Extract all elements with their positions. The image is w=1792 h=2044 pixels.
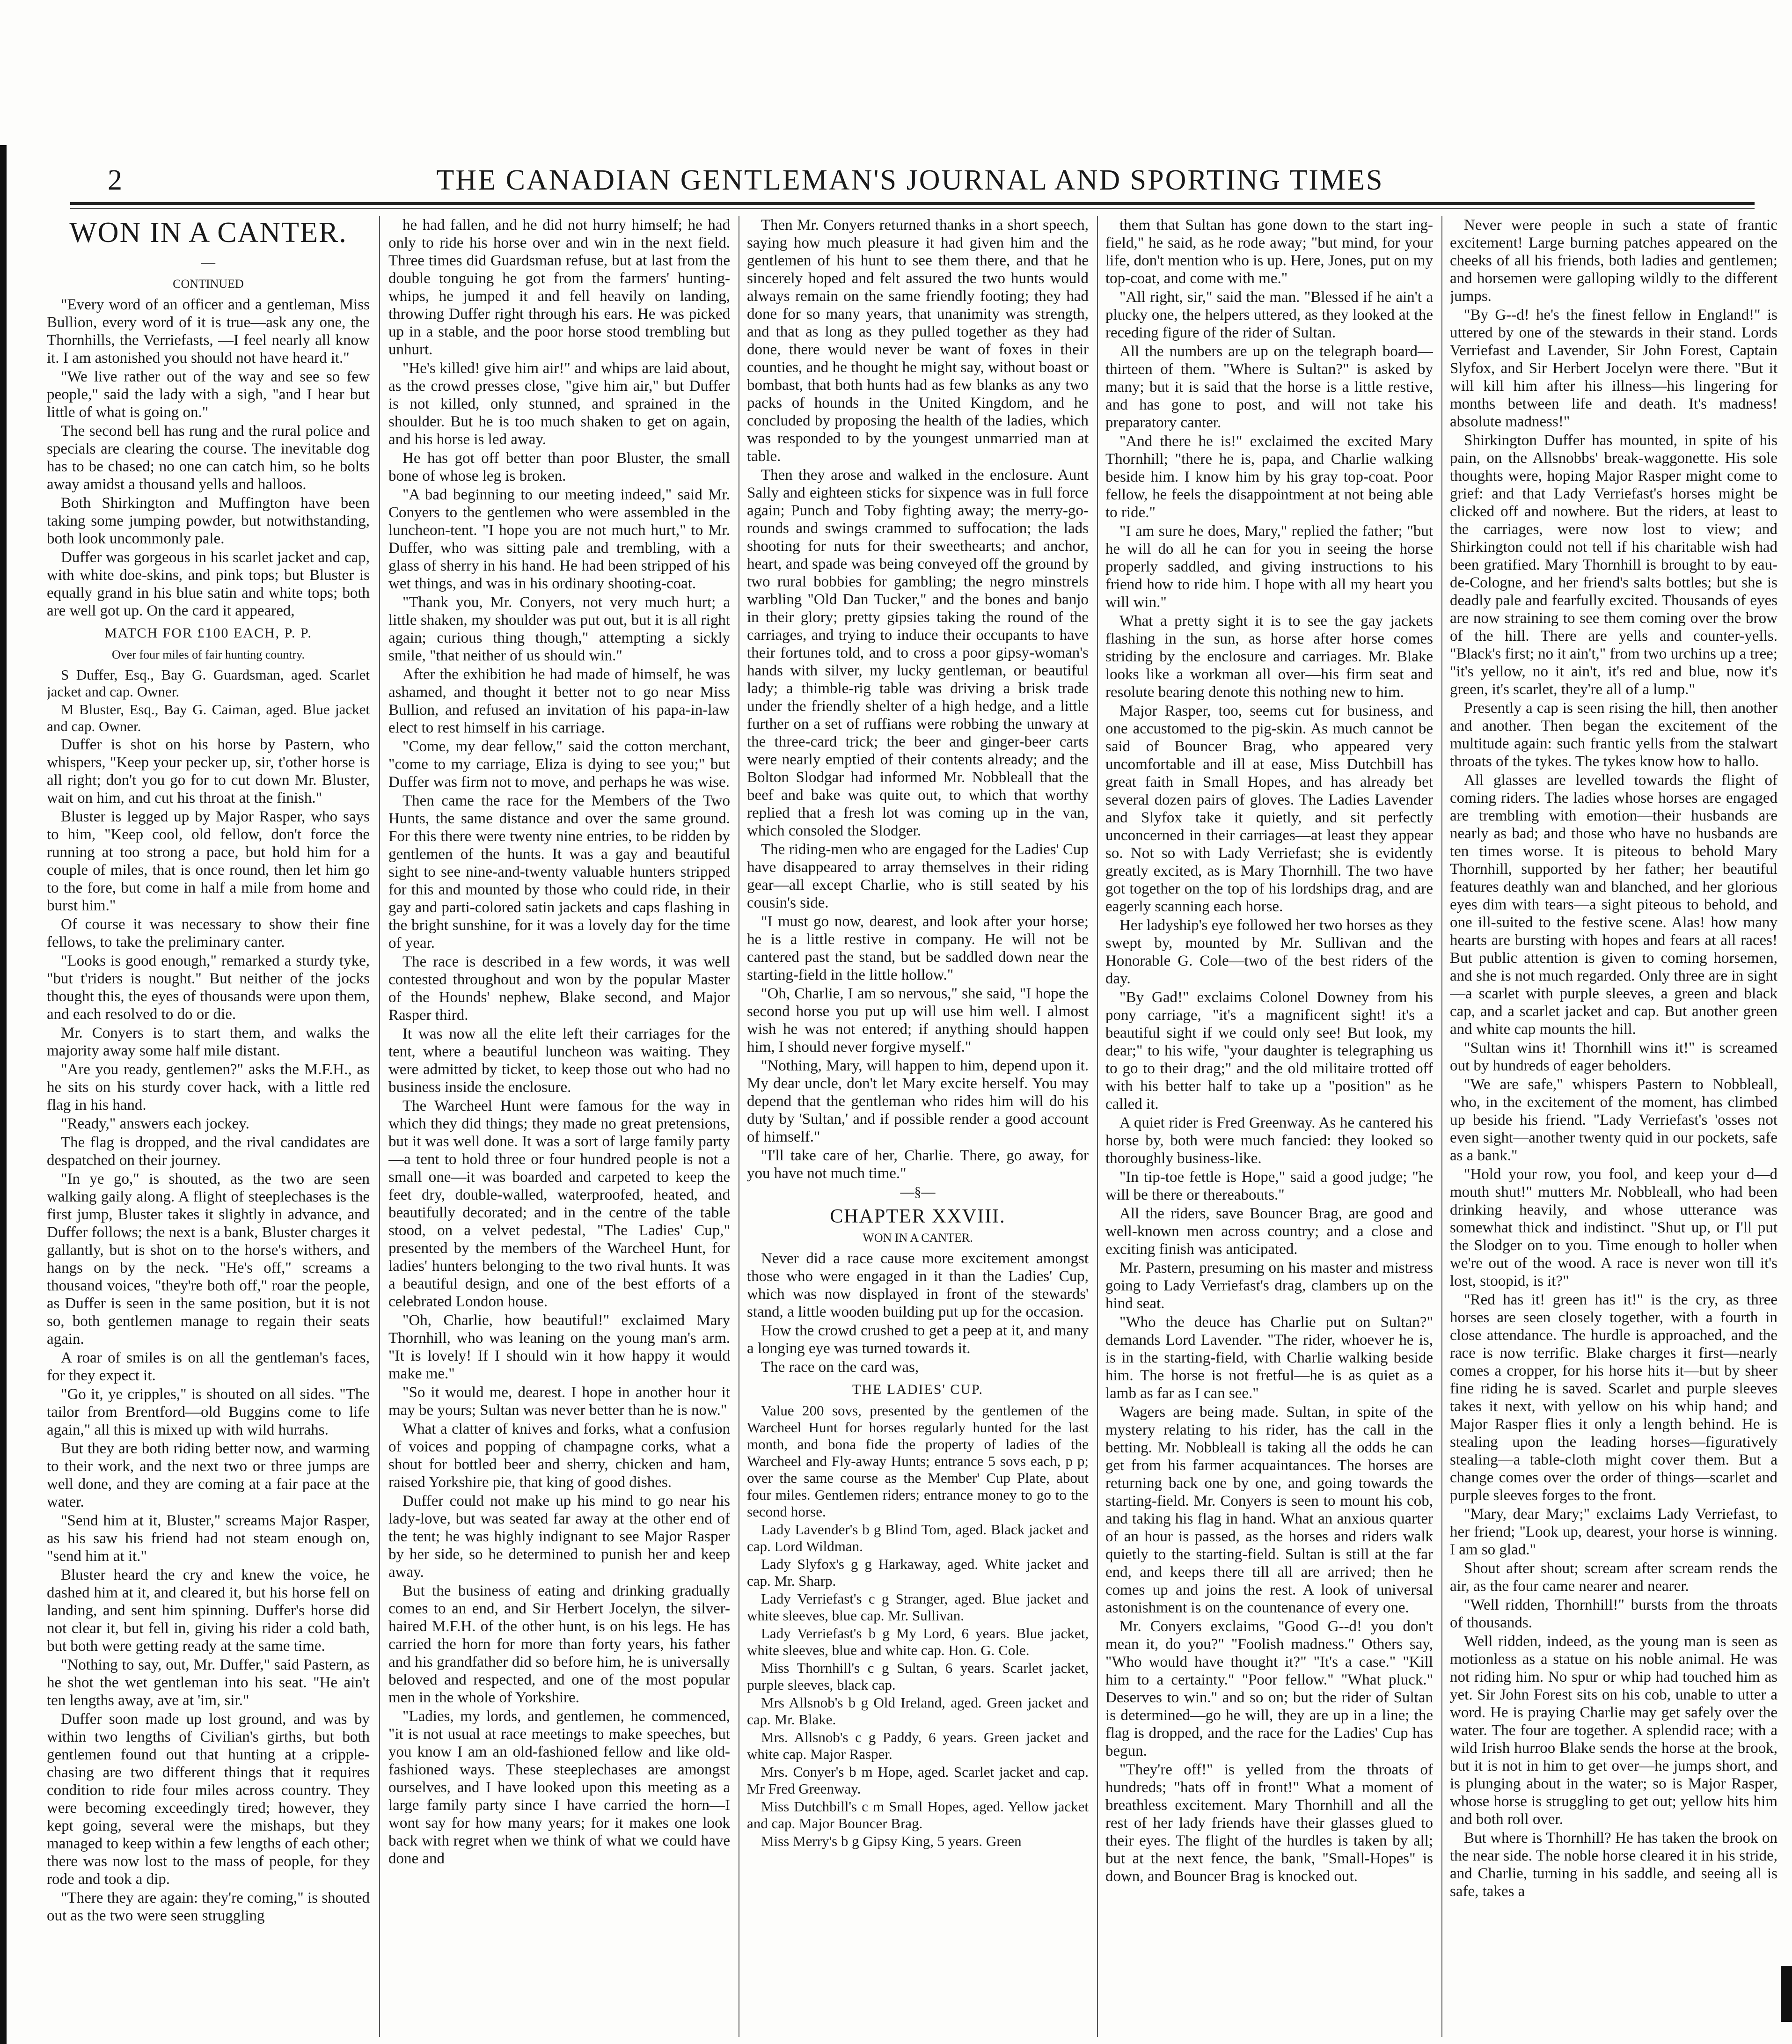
paragraph: A quiet rider is Fred Greenway. As he cantered his horse by, both were much fancied: they looked so thoroughly business-like. <box>1105 1114 1433 1167</box>
match-subheading: Over four miles of fair hunting country. <box>111 648 305 661</box>
column-rule <box>379 216 380 2037</box>
column-rule <box>1097 216 1098 2037</box>
scan-edge <box>0 145 7 2044</box>
paragraph: Then Mr. Conyers returned thanks in a short speech, saying how much pleasure it had given him and the gentlemen of his hunt to see them there, and that he sincerely hoped and felt assured the two hunts would always remain on the same friendly footing; they had done for so many years, that unanimity was strength, and that as long as they pulled together as they had done, there would never be want of foxes in their counties, and he thought he might say, without boast or bombast, that both hunts had as few blanks as any two packs of hounds in the United Kingdom, and he concluded by proposing the health of the ladies, which was responded to by the youngest unmarried man at table. <box>747 217 1089 465</box>
col3-paragraphs <box>747 216 1089 1182</box>
paragraph: "Nothing, Mary, will happen to him, depend upon it. My dear uncle, don't let Mary excite herself. You may depend that the gentleman who rides him will do his duty by 'Sultan,' and if possible render a good account of himself." <box>747 1057 1089 1145</box>
paragraph: Duffer could not make up his mind to go near his lady-love, but was seated far away at the other end of the tent; he was highly indignant to see Major Rasper by her side, so he determined to punish her and keep away. <box>388 1493 730 1581</box>
paragraph: All the numbers are up on the telegraph board—thirteen of them. "Where is Sultan?" is asked by many; but it is said that the horse is a little restive, and has gone to post, and will not take his preparatory canter. <box>1105 343 1433 431</box>
section-mark: —§— <box>900 1184 936 1200</box>
title-dash: — <box>201 255 215 270</box>
paragraph: "And there he is!" exclaimed the excited Mary Thornhill; "there he is, papa, and Charlie walking beside him. I know him by his gray top-coat. Poor fellow, he feels the disappointment at not being able to ride." <box>1105 433 1433 521</box>
paragraph: Major Rasper, too, seems cut for business, and one accustomed to the pig-skin. As much cannot be said of Bouncer Brag, who appeared very uncomfortable and ill at ease, Miss Dutchbill has great faith in Small Hopes, and has already bet several dozen pairs of gloves. The Ladies Lavender and Slyfox take it quietly, and sit perfectly unconcerned in their carriages—at least they appear so. Not so with Lady Verriefast; she is evidently greatly excited, as is Mary Thornhill. The two have got together on the top of his lordships drag, and are eagerly scanning each horse. <box>1105 703 1433 915</box>
paragraph: Mr. Conyers exclaims, "Good G--d! you don't mean it, do you?" "Foolish madness." Others say, "Who would have thought it?" "It's a case." "Kill him to a certainty." "Poor fellow." "What pluck." Deserves to win." and so on; but the rider of Sultan is determined—go he will, they are up in a line; the flag is dropped, and the race for the Ladies' Cup has begun. <box>1105 1618 1433 1759</box>
paragraph: Duffer soon made up lost ground, and was by within two lengths of Civilian's girths, but both gentlemen found out that hunting at a cripple-chasing are two different things that it requires condition to ride four miles across country. They were becoming exceedingly tired; however, they kept going, several were the mishaps, but they managed to keep within a few lengths of each other; there was now lost to the mass of people, for they rode and took a dip. <box>47 1711 370 1888</box>
paragraph: The race on the card was, <box>761 1359 919 1376</box>
entry-line: Mrs. Conyer's b m Hope, aged. Scarlet jacket and cap. Mr Fred Greenway. <box>747 1764 1089 1797</box>
paragraph: "Send him at it, Bluster," screams Major Rasper, as his saw his friend had not steam enough on, "send him at it." <box>47 1512 370 1565</box>
entry-line: Miss Thornhill's c g Sultan, 6 years. Scarlet jacket, purple sleeves, black cap. <box>747 1660 1089 1693</box>
paragraph: After the exhibition he had made of himself, he was ashamed, and thought it better not to go near Miss Bullion, and refused an invitation of his papa-in-law elect to rest himself in his carriage. <box>388 666 730 736</box>
paragraph: "We live rather out of the way and see so few people," said the lady with a sigh, "and I hear but little of what is going on." <box>47 368 370 421</box>
paragraph: Shirkington Duffer has mounted, in spite of his pain, on the Allsnobbs' break-waggonette. His sole thoughts were, hoping Major Rasper might come to grief: and that Lady Verriefast's horses might be clicked off and nowhere. But the riders, at least to the carriages, were now lost to view; and Shirkington could not tell if his charitable wish had been gratified. Mary Thornhill is brought to by eau-de-Cologne, and her friend's salts bottles; but she is deadly pale and fearfully excited. Thousands of eyes are now straining to see them coming over the brow of the hill. There are yells and counter-yells. "Black's first; no it ain't," from two urchins up a tree; "it's yellow, no it ain't, it's red and blue, now it's green, it's scarlet, they're all of a lump." <box>1450 432 1777 698</box>
column-rule <box>1441 216 1442 2037</box>
paragraph: "I am sure he does, Mary," replied the father; "but he will do all he can for you in seeing the horse properly saddled, and giving instructions to his friend how to ride him. I hope with all my heart you will win." <box>1105 523 1433 611</box>
paragraph: The second bell has rung and the rural police and specials are clearing the course. The inevitable dog has to be chased; no one can catch him, so he bolts away amidst a thousand yells and halloos. <box>47 423 370 493</box>
paragraph: "Ladies, my lords, and gentlemen, he commenced, "it is not usual at race meetings to make speeches, but you know I am an old-fashioned fellow and like old-fashioned ways. These steeplechases are amongst ourselves, and I have looked upon this meeting as a large family party since I have carried the horn—I wont say for how many years; for it makes one look back with regret when we think of what we could have done and <box>388 1708 730 1867</box>
match-heading: MATCH FOR £100 EACH, P. P. <box>104 625 312 641</box>
chapter-heading: CHAPTER XXVIII. <box>830 1206 1006 1227</box>
paragraph: "Oh, Charlie, I am so nervous," she said, "I hope the second horse you put up will use him well. I almost wish he was not entered; if anything should happen him, I should never forgive myself." <box>747 985 1089 1055</box>
column-3 <box>747 216 1089 2037</box>
paragraph: "I must go now, dearest, and look after your horse; he is a little restive in company. He will not be cantered past the stand, but be saddled down near the starting-field in the little hollow." <box>747 913 1089 983</box>
col2-paragraphs <box>388 216 730 1868</box>
paragraph: "In ye go," is shouted, as the two are seen walking gaily along. A flight of steeplechases is the first jump, Bluster takes it slightly in advance, and Duffer follows; the next is a bank, Bluster charges it gallantly, but is shot on to the horse's withers, and hangs on by the neck. "He's off," screams a thousand voices, "they're both off," roar the people, as Duffer is seen in the same position, but it is not so, both gentlemen manage to regain their seats again. <box>47 1171 370 1348</box>
column-4 <box>1105 216 1433 2037</box>
paragraph: All glasses are levelled towards the flight of coming riders. The ladies whose horses are engaged are trembling with emotion—their husbands are nearly as bad; and those who have no husbands are ten times worse. It is piteous to behold Mary Thornhill, supported by her father; her beautiful features deathly wan and blanched, and her glorious eyes dim with tears—a sight piteous to behold, and one ill-suited to the festive scene. Alas! how many hearts are bursting with hopes and fears at all races! But public attention is given to coming horsemen, and she is not much regarded. Only three are in sight—a scarlet with purple sleeves, a green and black cap, and a scarlet jacket and cap. But another green and white cap mounts the hill. <box>1450 772 1777 1038</box>
entry-line: Lady Slyfox's g g Harkaway, aged. White jacket and cap. Mr. Sharp. <box>747 1556 1089 1589</box>
race-description: Value 200 sovs, presented by the gentlemen of the Warcheel Hunt for horses regularly hunted for the last month, and bona fide the property of ladies of the Warcheel and Fly-away Hunts; entrance 5 sovs each, p p; over the same course as the Member' Cup Plate, about four miles. Gentlemen riders; entrance money to go to the second horse. <box>747 1402 1089 1520</box>
paragraph: "Red has it! green has it!" is the cry, as three horses are seen closely together, with a fourth in close attendance. The hurdle is approached, and the race is now terrific. Blake charges it first—nearly comes a cropper, for his horse hits it—but by sheer fine riding he is saved. Scarlet and purple sleeves takes it next, with yellow on his whip hand; and Major Rasper flies it only a length behind. He is stealing upon the leading horses—figuratively stealing—a table-cloth might cover them. But a change comes over the order of things—scarlet and purple sleeves forges to the front. <box>1450 1291 1777 1504</box>
column-5 <box>1450 216 1777 2037</box>
paragraph: he had fallen, and he did not hurry himself; he had only to ride his horse over and win in the next field. Three times did Guardsman refuse, but at last from the double tonguing he got from the farmers' hunting-whips, he jumped it and fell heavily on landing, throwing Duffer right through his ears. He was picked up in a stable, and the poor horse stood trembling but unhurt. <box>388 217 730 358</box>
paragraph: "Hold your row, you fool, and keep your d—d mouth shut!" mutters Mr. Nobbleall, who had been drinking heavily, and whose utterance was somewhat thick and indistinct. "Shut up, or I'll put the Slodger on to you. Time enough to holler when we're out of the wood. A race is never won till it's lost, stoopid, is it?" <box>1450 1166 1777 1289</box>
paragraph: them that Sultan has gone down to the start ing-field," he said, as he rode away; "but mind, for your life, don't mention who is up. Here, Jones, put on my top-coat, and come with me." <box>1105 217 1433 287</box>
paragraph: Presently a cap is seen rising the hill, then another and another. Then began the excitement of the multitude again: such frantic yells from the stalwart throats of the tykes. The tykes know how to hallo. <box>1450 700 1777 770</box>
paragraph: Then they arose and walked in the enclosure. Aunt Sally and eighteen sticks for sixpence was in full force again; Punch and Toby fighting away; the merry-go-rounds and swings crammed to suffocation; the lads shooting for nuts for their sweethearts; and anchor, heart, and spade was being conveyed off the ground by two rural bobbies for gambling; the negro minstrels warbling "Old Dan Tucker," and the bones and banjo in their glory; pretty gipsies taking the round of the carriages, and trying to induce their occupants to have their fortunes told, and to cross a poor gipsy-woman's hands with silver, my lucky gentleman, or beautiful lady; a thimble-rig table was driving a brisk trade under the friendly shelter of a high hedge, and a little further on a set of ruffians were robbing the unwary at the three-card trick; the beer and ginger-beer carts were nearly emptied of their contents already; and the Bolton Slodgar had informed Mr. Nobbleall that the beef and bake was quite out, to which that worthy replied that a fresh lot was coming up in the van, which consoled the Slodger. <box>747 467 1089 839</box>
paragraph: Wagers are being made. Sultan, in spite of the mystery relating to his rider, has the call in the betting. Mr. Nobbleall is taking all the odds he can get from his farmer acquaintances. The horses are returning back one by one, and going towards the starting-field. Mr. Conyers is seen to mount his cob, and taking his flag in hand. What an anxious quarter of an hour is passed, as the horses and riders walk quietly to the starting-field. Sultan is still at the far end, and keeps there till all are arrived; then he comes up and joins the rest. A look of universal astonishment is on the countenance of every one. <box>1105 1404 1433 1616</box>
paragraph: All the riders, save Bouncer Brag, are good and well-known men across country; and a close and exciting finish was anticipated. <box>1105 1205 1433 1258</box>
paragraph: What a pretty sight it is to see the gay jackets flashing in the sun, as horse after horse comes striding by the enclosure and carriages. Mr. Blake looks like a workman all over—his firm seat and resolute bearing denote this nothing new to him. <box>1105 613 1433 701</box>
col3-paragraphs-2 <box>747 1250 1089 1376</box>
page-number: 2 <box>108 164 122 196</box>
entry-line: Mrs Allsnob's b g Old Ireland, aged. Green jacket and cap. Mr. Blake. <box>747 1694 1089 1728</box>
paragraph: "Well ridden, Thornhill!" bursts from the throats of thousands. <box>1450 1597 1777 1631</box>
col4-paragraphs <box>1105 216 1433 1885</box>
paragraph: Bluster is legged up by Major Rasper, who says to him, "Keep cool, old fellow, don't force the running at too strong a pace, but hold him for a couple of miles, that is once round, then let him go to the fore, but come in half a mile from home and burst him." <box>47 808 370 914</box>
entry-line: Lady Lavender's b g Blind Tom, aged. Black jacket and cap. Lord Wildman. <box>747 1521 1089 1554</box>
paragraph: "There they are again: they're coming," is shouted out as the two were seen struggling <box>47 1890 370 1924</box>
entry-line: Miss Dutchbill's c m Small Hopes, aged. Yellow jacket and cap. Major Bouncer Brag. <box>747 1798 1089 1832</box>
column-1 <box>47 216 370 2037</box>
page-header <box>70 164 1750 197</box>
paragraph: Then came the race for the Members of the Two Hunts, the same distance and over the same ground. For this there were twenty nine entries, to be ridden by gentlemen of the hunts. It was a gay and beautiful sight to see nine-and-twenty valuable hunters stripped for this and mounted by those who could ride, in their gay and parti-colored satin jackets and caps flashing in the bright sunshine, for it was a lovely day for the time of year. <box>388 792 730 952</box>
paragraph: "He's killed! give him air!" and whips are laid about, as the crowd presses close, "give him air," but Duffer is not killed, only stunned, and sprained in the shoulder. But he is too much shaken to get on again, and his horse is led away. <box>388 360 730 448</box>
entry-line: Lady Verriefast's c g Stranger, aged. Blue jacket and white sleeves, blue cap. Mr. Sullivan. <box>747 1590 1089 1624</box>
paragraph: Bluster heard the cry and knew the voice, he dashed him at it, and cleared it, but his horse fell on landing, and sent him spinning. Duffer's horse did not clear it, but fell in, giving his rider a cold bath, but both were getting ready at the same time. <box>47 1567 370 1655</box>
paragraph: "In tip-toe fettle is Hope," said a good judge; "he will be there or thereabouts." <box>1105 1169 1433 1203</box>
scan-edge-bottom <box>1781 1966 1792 2022</box>
race-title: THE LADIES' CUP. <box>852 1382 983 1397</box>
col5-paragraphs <box>1450 216 1777 1900</box>
paragraph: "I'll take care of her, Charlie. There, go away, for you have not much time." <box>747 1147 1089 1182</box>
paragraph: "By Gad!" exclaims Colonel Downey from his pony carriage, "it's a magnificent sight! it's a beautiful sight if we could only see! But look, my dear;" to his wife, "your daughter is telegraphing us to go to their drag;" and the old militaire trotted off with his better half to take up a "position" as he called it. <box>1105 989 1433 1113</box>
match-entries <box>47 667 370 735</box>
paragraph: "We are safe," whispers Pastern to Nobbleall, who, in the excitement of the moment, has climbed up beside his friend. "Lady Verriefast's 'osses not even sight—another twenty quid in our pockets, safe as a bank." <box>1450 1076 1777 1164</box>
paragraph: Well ridden, indeed, as the young man is seen as motionless as a statue on his noble animal. He was not riding him. No spur or whip had touched him as yet. Sir John Forest sits on his cob, unable to utter a word. He is praying Charlie may get safely over the water. The four are together. A splendid race; with a wild Irish hurroo Blake sends the horse at the brook, but it is not in him to get over—he jumps short, and is plunging about in the water; so is Major Rasper, whose horse is struggling to get out; yellow hits him and both roll over. <box>1450 1633 1777 1828</box>
paragraph: Her ladyship's eye followed her two horses as they swept by, mounted by Mr. Sullivan and the Honorable G. Cole—two of the best riders of the day. <box>1105 917 1433 987</box>
paragraph: "All right, sir," said the man. "Blessed if he ain't a plucky one, the helpers uttered, as they looked at the receding figure of the rider of Sultan. <box>1105 289 1433 341</box>
entry-line: Miss Merry's b g Gipsy King, 5 years. Green <box>761 1833 1022 1849</box>
paragraph: "Ready," answers each jockey. <box>61 1115 249 1132</box>
paragraph: Shout after shout; scream after scream rends the air, as the four came nearer and nearer. <box>1450 1560 1777 1595</box>
column-2 <box>388 216 730 2037</box>
entry-line: M Bluster, Esq., Bay G. Caiman, aged. Blue jacket and cap. Owner. <box>47 701 370 734</box>
paragraph: "Looks is good enough," remarked a sturdy tyke, "but t'riders is nought." But neither of the jocks thought this, the eyes of thousands were upon them, and each resolved to do or die. <box>47 952 370 1023</box>
paragraph: But they are both riding better now, and warming to their work, and the next two or three jumps are well done, and they are coming at a fair pace at the water. <box>47 1440 370 1510</box>
paragraph: "Who the deuce has Charlie put on Sultan?" demands Lord Lavender. "The rider, whoever he is, is in the starting-field, with Charlie walking beside him. The horse is not fretful—he is as quiet as a lamb as far as I can see." <box>1105 1314 1433 1402</box>
entry-line: Lady Verriefast's b g My Lord, 6 years. Blue jacket, white sleeves, blue and white cap. Hon. G. Cole. <box>747 1625 1089 1658</box>
paragraph: "Every word of an officer and a gentleman, Miss Bullion, every word of it is true—ask any one, the Thornhills, the Verriefasts, —I feel nearly all know it. I am astonished you should not have heard it." <box>47 296 370 366</box>
header-rule <box>70 202 1755 205</box>
paragraph: Never did a race cause more excitement amongst those who were engaged in it than the Ladies' Cup, which was now displayed in front of the stewards' stand, a little wooden building put up for the occasion. <box>747 1250 1089 1320</box>
paragraph: "Oh, Charlie, how beautiful!" exclaimed Mary Thornhill, who was leaning on the young man's arm. "It is lovely! If I should win it how happy it would make me." <box>388 1312 730 1382</box>
paragraph: "Mary, dear Mary;" exclaims Lady Verriefast, to her friend; "Look up, dearest, your horse is winning. I am so glad." <box>1450 1506 1777 1558</box>
paragraph: It was now all the elite left their carriages for the tent, where a beautiful luncheon was waiting. They were admitted by ticket, to keep those out who had no business inside the enclosure. <box>388 1026 730 1096</box>
paragraph: "They're off!" is yelled from the throats of hundreds; "hats off in front!" What a moment of breathless excitement. Mary Thornhill and all the rest of her lady friends have their glasses glued to their eyes. The flight of the hurdles is taken by all; but at the next fence, the bank, "Small-Hopes" is down, and Bouncer Brag is knocked out. <box>1105 1761 1433 1885</box>
paragraph: Of course it was necessary to show their fine fellows, to take the preliminary canter. <box>47 916 370 951</box>
paragraph: Mr. Conyers is to start them, and walks the majority away some half mile distant. <box>47 1025 370 1059</box>
paragraph: "Sultan wins it! Thornhill wins it!" is screamed out by hundreds of eager beholders. <box>1450 1040 1777 1074</box>
masthead: THE CANADIAN GENTLEMAN'S JOURNAL AND SPORTING TIMES <box>436 164 1384 196</box>
entry-line: Mrs. Allsnob's c g Paddy, 6 years. Green jacket and white cap. Major Rasper. <box>747 1729 1089 1762</box>
col1-paragraphs-2 <box>47 736 370 1925</box>
paragraph: "Come, my dear fellow," said the cotton merchant, "come to my carriage, Eliza is dying to see you;" but Duffer was firm not to move, and perhaps he was wise. <box>388 738 730 791</box>
paragraph: But the business of eating and drinking gradually comes to an end, and Sir Herbert Jocelyn, the silver-haired M.F.H. of the other hunt, is on his legs. He has carried the horn for more than forty years, his father and his grandfather did so before him, he is universally beloved and respected, and one of the most popular men in the whole of Yorkshire. <box>388 1582 730 1706</box>
paragraph: He has got off better than poor Bluster, the small bone of whose leg is broken. <box>388 450 730 484</box>
col1-paragraphs <box>47 296 370 620</box>
paragraph: Never were people in such a state of frantic excitement! Large burning patches appeared on the cheeks of all his friends, both ladies and gentlemen; and horsemen were galloping wildly to the different jumps. <box>1450 217 1777 305</box>
paragraph: Both Shirkington and Muffington have been taking some jumping powder, but notwithstanding, both look uncommonly pale. <box>47 495 370 547</box>
paragraph: Duffer was gorgeous in his scarlet jacket and cap, with white doe-skins, and pink tops; but Bluster is equally grand in his blue satin and white tops; both are well got up. On the card it appeared, <box>47 549 370 619</box>
paragraph: "Go it, ye cripples," is shouted on all sides. "The tailor from Brentford—old Buggins come to life again," all this is mixed up with wild hurrahs. <box>47 1386 370 1438</box>
paragraph: "So it would me, dearest. I hope in another hour it may be yours; Sultan was never better than he is now." <box>388 1384 730 1419</box>
paragraph: "Nothing to say, out, Mr. Duffer," said Pastern, as he shot the wet gentleman into his seat. "He ain't ten lengths away, ave at 'im, sir." <box>47 1656 370 1709</box>
paragraph: "A bad beginning to our meeting indeed," said Mr. Conyers to the gentlemen who were assembled in the luncheon-tent. "I hope you are not much hurt," to Mr. Duffer, who was sitting pale and trembling, with a glass of sherry in his hand. He had been stripped of his wet things, and was in his ordinary shooting-coat. <box>388 486 730 592</box>
paragraph: Duffer is shot on his horse by Pastern, who whispers, "Keep your pecker up, sir, t'other horse is all right; don't you go for to cut down Mr. Bluster, wait on him, and cut his throat at the finish." <box>47 736 370 806</box>
paragraph: But where is Thornhill? He has taken the brook on the near side. The noble horse cleared it in his stride, and Charlie, turning in his saddle, and seeing all is safe, takes a <box>1450 1830 1777 1900</box>
paragraph: What a clatter of knives and forks, what a confusion of voices and popping of champagne corks, what a shout for bottled beer and sherry, chicken and ham, raised Yorkshire pie, that king of good dishes. <box>388 1421 730 1491</box>
paragraph: Mr. Pastern, presuming on his master and mistress going to Lady Verriefast's drag, clambers up on the hind seat. <box>1105 1260 1433 1312</box>
race-entries <box>747 1521 1089 1850</box>
paragraph: The riding-men who are engaged for the Ladies' Cup have disappeared to array themselves in their riding gear—all except Charlie, who is still seated by his cousin's side. <box>747 841 1089 911</box>
paragraph: How the crowd crushed to get a peep at it, and many a longing eye was turned towards it. <box>747 1322 1089 1357</box>
paragraph: "Are you ready, gentlemen?" asks the M.F.H., as he sits on his sturdy cover hack, with a little red flag in his hand. <box>47 1061 370 1114</box>
story-title: WON IN A CANTER. <box>69 217 347 249</box>
paragraph: A roar of smiles is on all the gentleman's faces, for they expect it. <box>47 1349 370 1384</box>
chapter-subheading: WON IN A CANTER. <box>863 1231 973 1245</box>
paragraph: The Warcheel Hunt were famous for the way in which they did things; they made no great pretensions, but it was well done. It was a sort of large family party—a tent to hold three or four hundred people is not a small one—it was boarded and carpeted to keep the feet dry, double-walled, waterproofed, heated, and beautifully decorated; and in the centre of the table stood, on a velvet pedestal, "The Ladies' Cup," presented by the members of the Warcheel Hunt, for ladies' hunters belonging to the two rival hunts. It was a beautiful design, and one of the best efforts of a celebrated London house. <box>388 1098 730 1310</box>
paragraph: "Thank you, Mr. Conyers, not very much hurt; a little shaken, my shoulder was put out, but it is all right again; curious thing though," attempting a sickly smile, "that neither of us should win." <box>388 594 730 664</box>
entry-line: S Duffer, Esq., Bay G. Guardsman, aged. Scarlet jacket and cap. Owner. <box>47 667 370 700</box>
paragraph: "By G--d! he's the finest fellow in England!" is uttered by one of the stewards in their stand. Lords Verriefast and Lavender, Sir John Forest, Captain Slyfox, and Sir Herbert Jocelyn were there. "But it will kill him after his illness—his lingering for months between life and death. It's madness! absolute madness!" <box>1450 307 1777 430</box>
header-rule-thin <box>70 208 1755 209</box>
paragraph: The flag is dropped, and the rival candidates are despatched on their journey. <box>47 1134 370 1169</box>
paragraph: The race is described in a few words, it was well contested throughout and won by the popular Master of the Hounds' nephew, Blake second, and Major Rasper third. <box>388 953 730 1024</box>
continued-label: CONTINUED <box>173 277 244 291</box>
